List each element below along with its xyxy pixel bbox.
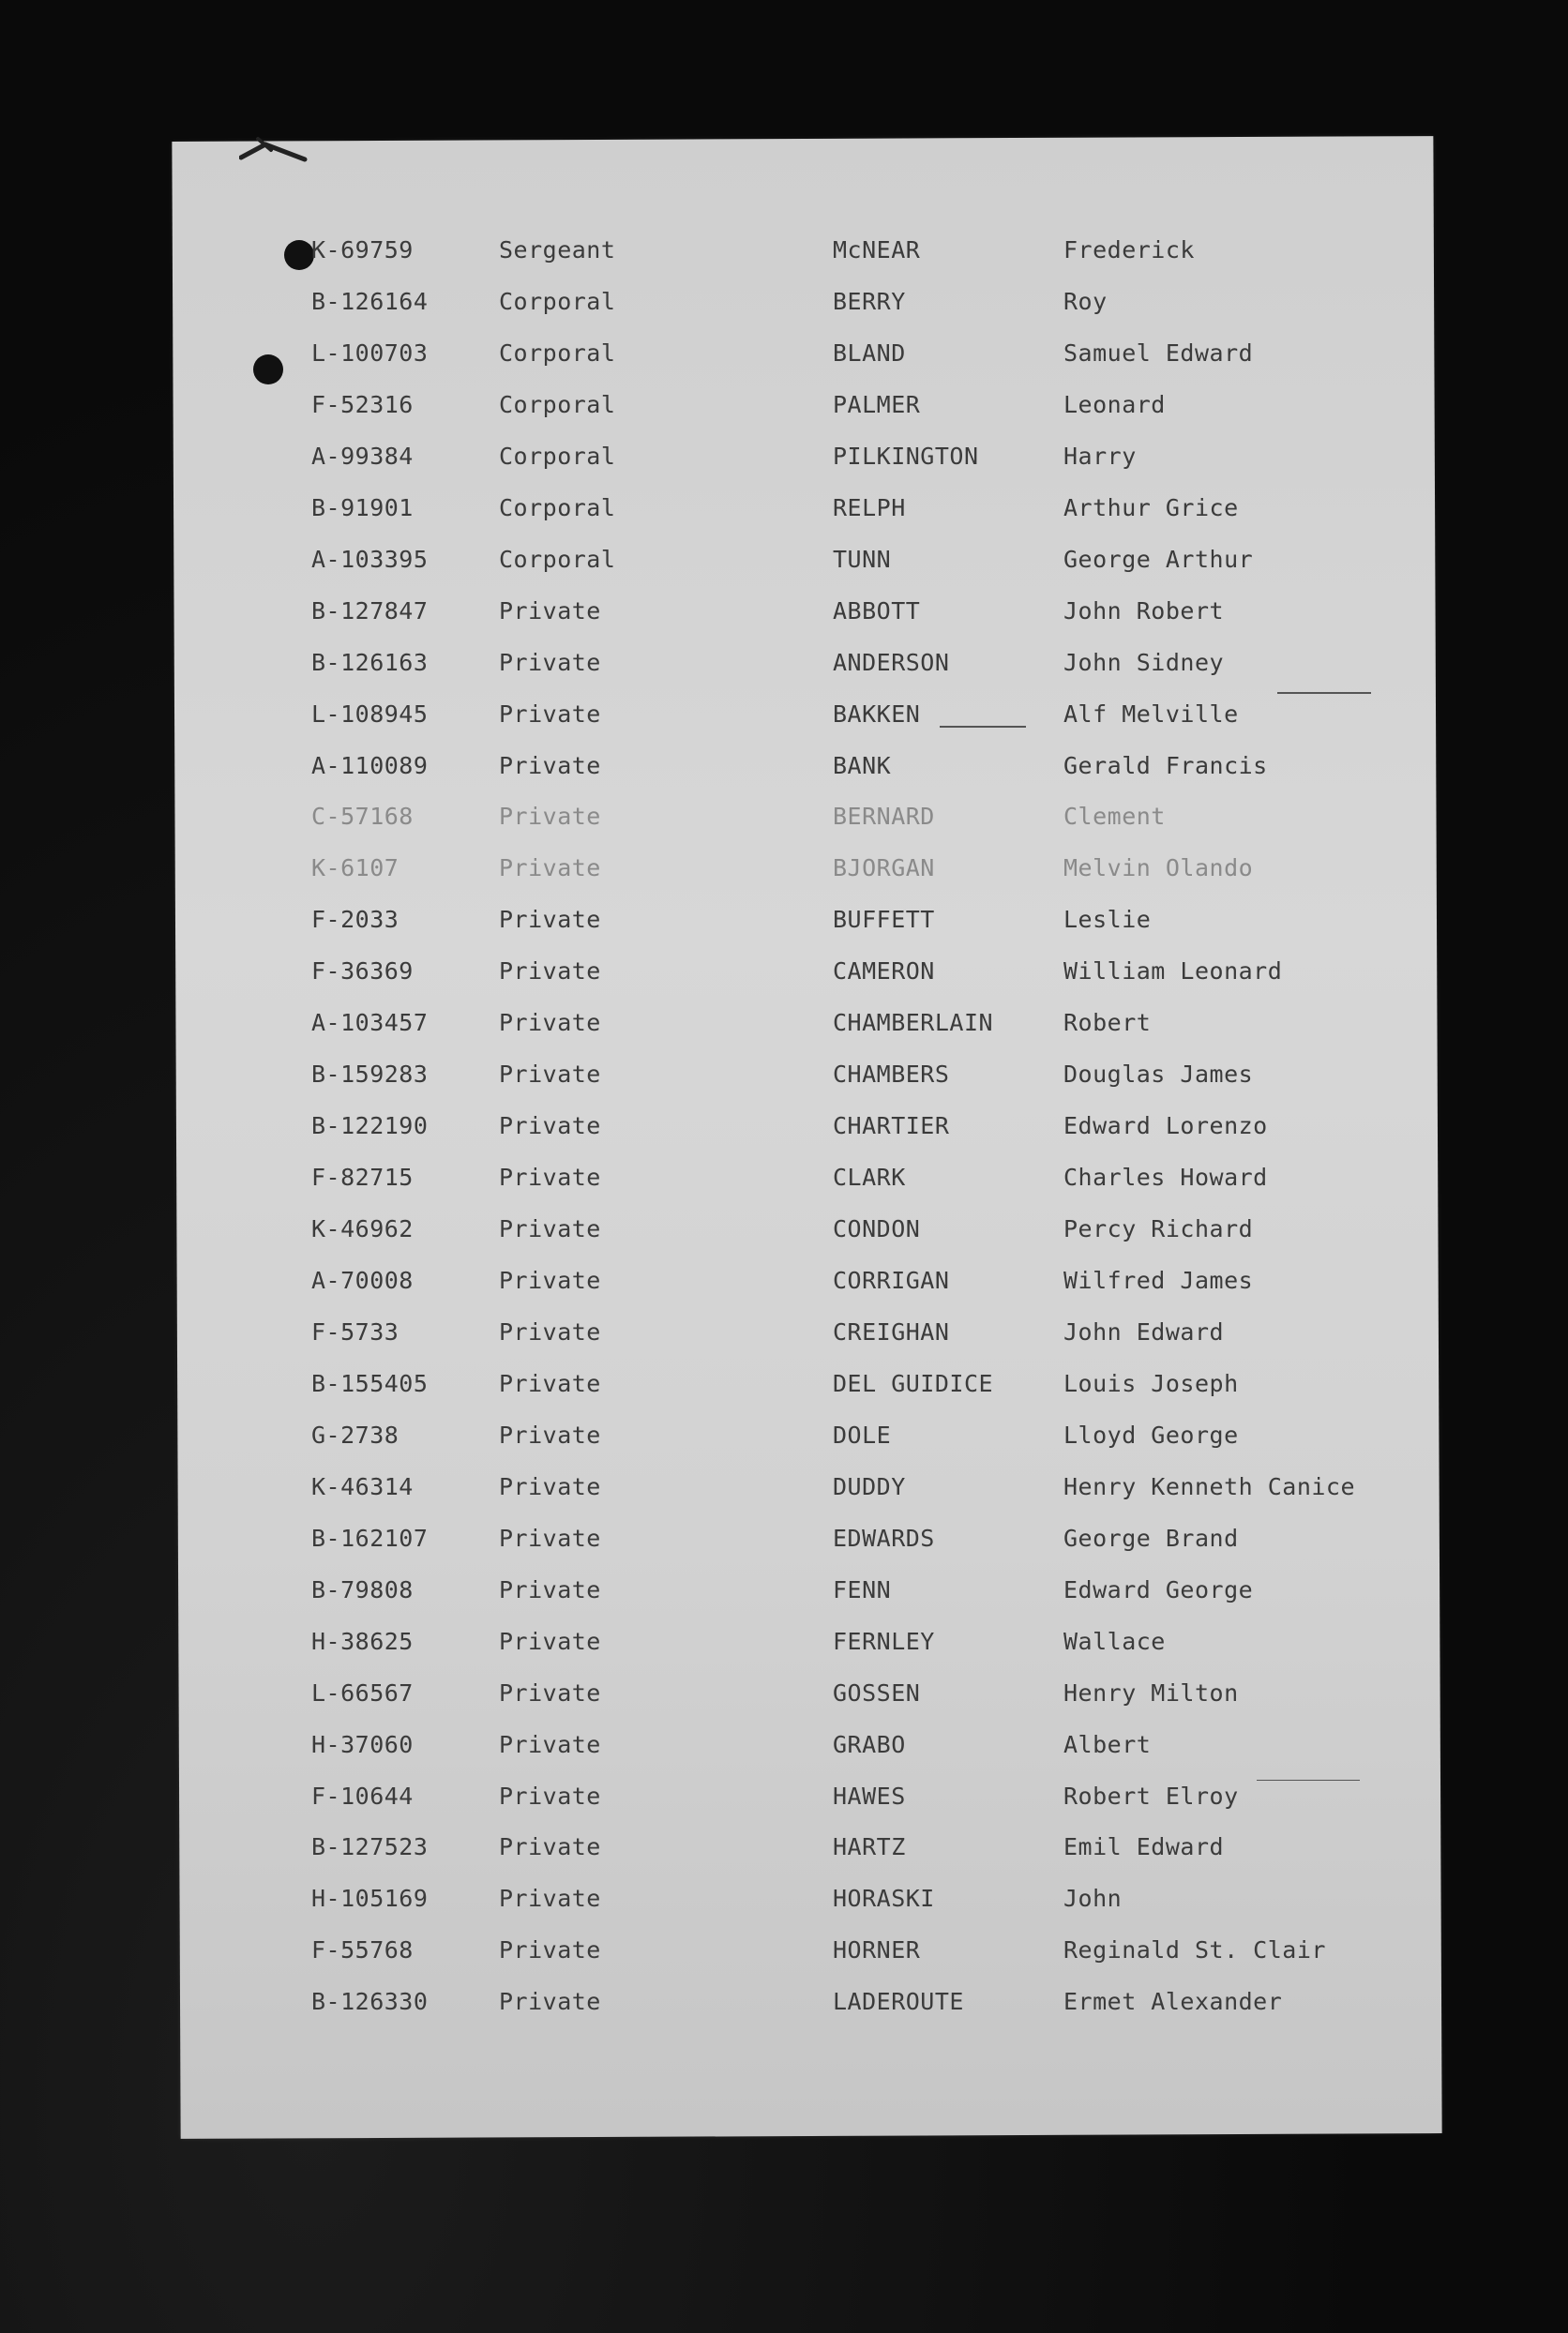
surname: CHARTIER [833, 1112, 950, 1140]
service-number: H-37060 [311, 1730, 414, 1758]
surname: BAKKEN [833, 700, 921, 728]
roster-row [0, 1164, 1568, 1201]
rank: Corporal [499, 545, 616, 573]
roster-row [0, 906, 1568, 943]
given-names: Lloyd George [1063, 1421, 1239, 1449]
surname: BERRY [833, 287, 906, 315]
surname: ANDERSON [833, 648, 950, 676]
surname: HORASKI [833, 1885, 935, 1913]
service-number: B-159283 [311, 1061, 429, 1089]
service-number: H-105169 [311, 1885, 429, 1913]
rank: Private [499, 596, 601, 625]
service-number: H-38625 [311, 1627, 414, 1655]
rank: Private [499, 1112, 601, 1140]
given-names: Henry Milton [1063, 1678, 1239, 1707]
rank: Private [499, 1988, 601, 2016]
service-number: B-126164 [311, 287, 429, 315]
rank: Private [499, 854, 601, 882]
rank: Private [499, 700, 601, 728]
roster-row [0, 700, 1568, 738]
surname: HAWES [833, 1782, 906, 1810]
service-number: B-162107 [311, 1524, 429, 1552]
given-names: George Arthur [1063, 545, 1254, 573]
service-number: L-108945 [311, 700, 429, 728]
roster-row [0, 854, 1568, 892]
rank: Sergeant [499, 236, 616, 263]
given-names: Leslie [1063, 906, 1152, 934]
roster-row [0, 597, 1568, 635]
rank: Private [499, 803, 601, 831]
roster-row [0, 1061, 1568, 1098]
roster-row [0, 1731, 1568, 1769]
roster-row [0, 1473, 1568, 1511]
roster-row [0, 752, 1568, 790]
rank: Corporal [499, 493, 616, 521]
surname: RELPH [833, 493, 906, 521]
service-number: B-126330 [311, 1988, 429, 2016]
surname: McNEAR [833, 236, 921, 263]
roster-row [0, 1833, 1568, 1871]
given-names: Roy [1063, 287, 1108, 315]
roster-row [0, 1422, 1568, 1459]
given-names: Albert [1063, 1730, 1152, 1758]
service-number: B-91901 [311, 493, 414, 521]
surname: PILKINGTON [833, 442, 979, 470]
rank: Private [499, 1009, 601, 1037]
surname: FENN [833, 1575, 892, 1603]
service-number: A-110089 [311, 751, 429, 779]
surname: DEL GUIDICE [833, 1369, 994, 1397]
surname: BUFFETT [833, 906, 935, 934]
roster-row [0, 1525, 1568, 1562]
roster-row [0, 1215, 1568, 1253]
rank: Private [499, 1317, 601, 1346]
service-number: B-127847 [311, 596, 429, 625]
service-number: F-55768 [311, 1936, 414, 1964]
given-names: John Sidney [1063, 648, 1225, 676]
service-number: F-52316 [311, 390, 414, 418]
given-names: Percy Richard [1063, 1215, 1254, 1243]
rank: Private [499, 906, 601, 934]
roster-row [0, 1679, 1568, 1717]
rank: Private [499, 1369, 601, 1397]
surname: CONDON [833, 1215, 921, 1243]
given-names: Samuel Edward [1063, 339, 1254, 367]
surname: PALMER [833, 390, 921, 418]
service-number: A-103457 [311, 1009, 429, 1037]
rank: Private [499, 648, 601, 676]
service-number: F-5733 [311, 1317, 400, 1346]
service-number: K-46314 [311, 1472, 414, 1500]
service-number: F-36369 [311, 957, 414, 986]
roster-row [0, 1576, 1568, 1614]
given-names: John [1063, 1885, 1123, 1913]
rank: Private [499, 1678, 601, 1707]
given-names: Clement [1063, 803, 1166, 831]
rank: Private [499, 1627, 601, 1655]
rank: Private [499, 1885, 601, 1913]
rank: Private [499, 1575, 601, 1603]
rank: Private [499, 1215, 601, 1243]
roster-row [0, 494, 1568, 532]
roster-row [0, 339, 1568, 377]
roster-row [0, 957, 1568, 995]
rank: Corporal [499, 287, 616, 315]
surname: LADEROUTE [833, 1988, 964, 2016]
rank: Private [499, 1833, 601, 1861]
given-names: Robert Elroy [1063, 1782, 1239, 1810]
given-names: Reginald St. Clair [1063, 1936, 1326, 1964]
given-names: John Robert [1063, 596, 1225, 625]
surname: BLAND [833, 339, 906, 367]
surname: BJORGAN [833, 854, 935, 882]
rank: Private [499, 1730, 601, 1758]
service-number: K-69759 [311, 236, 414, 263]
surname: DOLE [833, 1421, 892, 1449]
rank: Private [499, 1472, 601, 1500]
given-names: William Leonard [1063, 957, 1283, 986]
rank: Private [499, 1524, 601, 1552]
rank: Private [499, 1267, 601, 1294]
given-names: Henry Kenneth Canice [1063, 1472, 1356, 1500]
given-names: Louis Joseph [1063, 1369, 1239, 1397]
service-number: B-127523 [311, 1833, 429, 1861]
given-names: George Brand [1063, 1524, 1239, 1552]
surname: BANK [833, 751, 892, 779]
given-names: Harry [1063, 442, 1137, 470]
given-names: Charles Howard [1063, 1164, 1268, 1192]
given-names: Melvin Olando [1063, 854, 1254, 882]
rank: Private [499, 1061, 601, 1089]
given-names: Edward George [1063, 1575, 1254, 1603]
rank: Private [499, 1782, 601, 1810]
service-number: L-66567 [311, 1678, 414, 1707]
service-number: F-82715 [311, 1164, 414, 1192]
surname: HORNER [833, 1936, 921, 1964]
given-names: Wilfred James [1063, 1267, 1254, 1294]
given-names: Alf Melville [1063, 700, 1239, 728]
service-number: K-46962 [311, 1215, 414, 1243]
service-number: C-57168 [311, 803, 414, 831]
surname: CAMERON [833, 957, 935, 986]
roster-row [0, 1370, 1568, 1407]
surname: GOSSEN [833, 1678, 921, 1707]
service-number: L-100703 [311, 339, 429, 367]
roster-row [0, 1009, 1568, 1046]
roster-row [0, 1783, 1568, 1820]
surname: FERNLEY [833, 1627, 935, 1655]
service-number: G-2738 [311, 1421, 400, 1449]
rank: Corporal [499, 339, 616, 367]
surname: CREIGHAN [833, 1317, 950, 1346]
surname: ABBOTT [833, 596, 921, 625]
service-number: F-2033 [311, 906, 400, 934]
service-number: K-6107 [311, 854, 400, 882]
given-names: Douglas James [1063, 1061, 1254, 1089]
service-number: A-70008 [311, 1267, 414, 1294]
service-number: F-10644 [311, 1782, 414, 1810]
given-names: Frederick [1063, 236, 1195, 263]
roster-row [0, 803, 1568, 840]
roster-row [0, 1318, 1568, 1356]
roster-row [0, 1267, 1568, 1304]
given-names: Robert [1063, 1009, 1152, 1037]
surname: TUNN [833, 545, 892, 573]
given-names: Arthur Grice [1063, 493, 1239, 521]
given-names: Edward Lorenzo [1063, 1112, 1268, 1140]
surname: GRABO [833, 1730, 906, 1758]
roster-row [0, 288, 1568, 325]
surname: BERNARD [833, 803, 935, 831]
roster-row [0, 1628, 1568, 1665]
service-number: B-155405 [311, 1369, 429, 1397]
rank: Private [499, 1936, 601, 1964]
roster-row [0, 443, 1568, 480]
roster-row [0, 1988, 1568, 2025]
given-names: Gerald Francis [1063, 751, 1268, 779]
surname: HARTZ [833, 1833, 906, 1861]
roster-row [0, 649, 1568, 686]
service-number: A-103395 [311, 545, 429, 573]
surname: CLARK [833, 1164, 906, 1192]
surname: CHAMBERS [833, 1061, 950, 1089]
surname: DUDDY [833, 1472, 906, 1500]
given-names: John Edward [1063, 1317, 1225, 1346]
rank: Private [499, 1164, 601, 1192]
given-names: Wallace [1063, 1627, 1166, 1655]
service-number: B-126163 [311, 648, 429, 676]
given-names: Ermet Alexander [1063, 1988, 1283, 2016]
rank: Private [499, 957, 601, 986]
service-number: A-99384 [311, 442, 414, 470]
roster-row [0, 546, 1568, 583]
given-names: Leonard [1063, 390, 1166, 418]
roster-row [0, 391, 1568, 429]
rank: Corporal [499, 442, 616, 470]
surname: CORRIGAN [833, 1267, 950, 1294]
roster-row [0, 236, 1568, 274]
surname: EDWARDS [833, 1524, 935, 1552]
surname: CHAMBERLAIN [833, 1009, 994, 1037]
roster-row [0, 1936, 1568, 1974]
roster-row [0, 1112, 1568, 1150]
service-number: B-122190 [311, 1112, 429, 1140]
given-names: Emil Edward [1063, 1833, 1225, 1861]
roster-row [0, 1885, 1568, 1922]
rank: Private [499, 751, 601, 779]
rank: Corporal [499, 390, 616, 418]
service-number: B-79808 [311, 1575, 414, 1603]
rank: Private [499, 1421, 601, 1449]
